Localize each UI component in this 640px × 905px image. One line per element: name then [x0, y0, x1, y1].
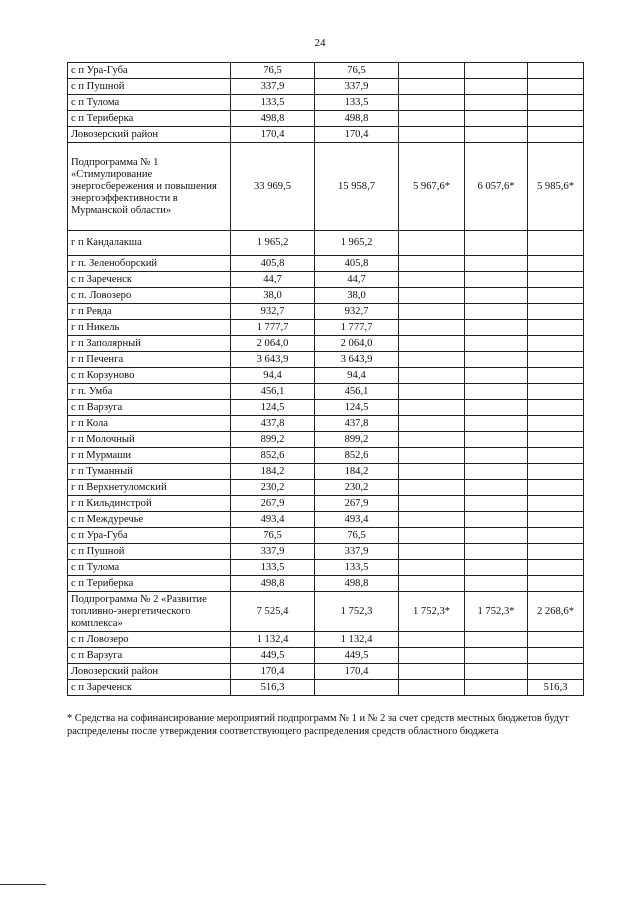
table-row	[68, 256, 584, 272]
value-cell	[399, 288, 465, 304]
row-label-cell: г п Никель	[68, 320, 231, 336]
value-cell: 76,5	[315, 528, 399, 544]
value-cell: 133,5	[231, 560, 315, 576]
table-row	[68, 95, 584, 111]
row-label-cell: г п Туманный	[68, 464, 231, 480]
table-row	[68, 368, 584, 384]
value-cell	[528, 560, 584, 576]
value-cell	[465, 111, 528, 127]
value-cell	[528, 272, 584, 288]
value-cell	[465, 320, 528, 336]
value-cell: 405,8	[231, 256, 315, 272]
table-row	[68, 432, 584, 448]
value-cell	[399, 400, 465, 416]
table-row	[68, 400, 584, 416]
value-cell	[399, 448, 465, 464]
value-cell	[528, 127, 584, 143]
row-label-cell: с п Териберка	[68, 576, 231, 592]
value-cell	[528, 400, 584, 416]
value-cell	[465, 528, 528, 544]
row-label-cell: г п Кола	[68, 416, 231, 432]
row-label-cell: г п Кандалакша	[68, 231, 231, 256]
value-cell: 94,4	[315, 368, 399, 384]
value-cell	[465, 576, 528, 592]
value-cell	[528, 432, 584, 448]
row-label-cell: с п. Ловозеро	[68, 288, 231, 304]
value-cell	[528, 648, 584, 664]
value-cell	[399, 664, 465, 680]
value-cell	[465, 352, 528, 368]
value-cell: 38,0	[315, 288, 399, 304]
value-cell	[528, 416, 584, 432]
value-cell: 2 064,0	[315, 336, 399, 352]
value-cell	[315, 680, 399, 696]
row-label-cell: с п Варзуга	[68, 400, 231, 416]
value-cell: 5 985,6*	[528, 143, 584, 231]
value-cell	[399, 480, 465, 496]
value-cell: 267,9	[231, 496, 315, 512]
value-cell	[528, 544, 584, 560]
footnote: * Средства на софинансирование мероприятий подпрограмм № 1 и № 2 за счет средств местных бюджетов будут распределены после утверждения соответствующего распределения средств областного бюджета	[67, 713, 569, 737]
table-row	[68, 680, 584, 696]
table-row	[68, 143, 584, 231]
value-cell	[528, 664, 584, 680]
value-cell	[528, 464, 584, 480]
value-cell: 133,5	[315, 560, 399, 576]
value-cell	[465, 680, 528, 696]
value-cell: 44,7	[231, 272, 315, 288]
value-cell: 184,2	[231, 464, 315, 480]
value-cell	[465, 384, 528, 400]
value-cell	[528, 63, 584, 79]
value-cell	[399, 528, 465, 544]
value-cell	[399, 320, 465, 336]
value-cell	[528, 288, 584, 304]
value-cell	[528, 79, 584, 95]
value-cell: 437,8	[231, 416, 315, 432]
value-cell	[528, 368, 584, 384]
row-label-cell: с п Ура-Губа	[68, 63, 231, 79]
table-row	[68, 560, 584, 576]
table-row	[68, 304, 584, 320]
value-cell: 337,9	[231, 79, 315, 95]
value-cell: 3 643,9	[315, 352, 399, 368]
row-label-cell: Подпрограмма № 1 «Стимулирование энергосбережения и повышения энергоэффективности в Мурманской области»	[68, 143, 231, 231]
value-cell	[465, 63, 528, 79]
value-cell: 1 965,2	[315, 231, 399, 256]
value-cell: 852,6	[315, 448, 399, 464]
row-label-cell: с п Междуречье	[68, 512, 231, 528]
value-cell	[399, 256, 465, 272]
row-label-cell: Ловозерский район	[68, 664, 231, 680]
value-cell: 337,9	[315, 79, 399, 95]
row-label-cell: Подпрограмма № 2 «Развитие топливно-энергетического комплекса»	[68, 592, 231, 632]
value-cell	[528, 256, 584, 272]
value-cell	[528, 480, 584, 496]
value-cell: 76,5	[231, 528, 315, 544]
value-cell: 437,8	[315, 416, 399, 432]
value-cell: 15 958,7	[315, 143, 399, 231]
value-cell: 456,1	[315, 384, 399, 400]
row-label-cell: г п Молочный	[68, 432, 231, 448]
value-cell	[465, 432, 528, 448]
table-row	[68, 111, 584, 127]
value-cell	[528, 320, 584, 336]
value-cell	[399, 127, 465, 143]
value-cell	[528, 632, 584, 648]
value-cell	[528, 576, 584, 592]
table-row	[68, 272, 584, 288]
value-cell	[399, 95, 465, 111]
value-cell: 449,5	[315, 648, 399, 664]
row-label-cell: с п Ура-Губа	[68, 528, 231, 544]
table-row	[68, 336, 584, 352]
table-row	[68, 480, 584, 496]
value-cell	[465, 304, 528, 320]
value-cell	[465, 231, 528, 256]
value-cell: 133,5	[231, 95, 315, 111]
value-cell: 170,4	[231, 127, 315, 143]
value-cell	[465, 512, 528, 528]
table-row	[68, 544, 584, 560]
value-cell	[399, 63, 465, 79]
value-cell: 498,8	[231, 576, 315, 592]
row-label-cell: г п Печенга	[68, 352, 231, 368]
table-row	[68, 528, 584, 544]
value-cell	[465, 480, 528, 496]
value-cell: 6 057,6*	[465, 143, 528, 231]
value-cell	[528, 352, 584, 368]
value-cell	[399, 304, 465, 320]
value-cell	[399, 632, 465, 648]
value-cell	[465, 464, 528, 480]
value-cell: 170,4	[315, 127, 399, 143]
value-cell: 94,4	[231, 368, 315, 384]
value-cell: 493,4	[315, 512, 399, 528]
value-cell	[399, 352, 465, 368]
budget-table	[67, 62, 584, 696]
value-cell	[465, 648, 528, 664]
value-cell: 493,4	[231, 512, 315, 528]
budget-table-body	[68, 63, 584, 696]
value-cell: 1 752,3	[315, 592, 399, 632]
value-cell	[465, 256, 528, 272]
value-cell: 3 643,9	[231, 352, 315, 368]
value-cell	[528, 528, 584, 544]
value-cell	[465, 664, 528, 680]
row-label-cell: г п Верхнетуломский	[68, 480, 231, 496]
value-cell	[528, 231, 584, 256]
table-row	[68, 576, 584, 592]
table-row	[68, 79, 584, 95]
value-cell	[465, 632, 528, 648]
value-cell	[465, 496, 528, 512]
row-label-cell: г п. Зеленоборский	[68, 256, 231, 272]
value-cell	[528, 512, 584, 528]
row-label-cell: с п Ловозеро	[68, 632, 231, 648]
value-cell	[465, 336, 528, 352]
value-cell: 932,7	[231, 304, 315, 320]
value-cell	[399, 79, 465, 95]
value-cell	[399, 496, 465, 512]
value-cell	[399, 544, 465, 560]
value-cell	[399, 336, 465, 352]
value-cell: 932,7	[315, 304, 399, 320]
row-label-cell: с п Варзуга	[68, 648, 231, 664]
row-label-cell: с п Териберка	[68, 111, 231, 127]
value-cell	[465, 272, 528, 288]
page-number: 24	[314, 37, 326, 49]
value-cell	[465, 79, 528, 95]
table-row	[68, 127, 584, 143]
table-row	[68, 63, 584, 79]
row-label-cell: с п Тулома	[68, 560, 231, 576]
value-cell	[465, 560, 528, 576]
value-cell	[465, 95, 528, 111]
value-cell	[399, 272, 465, 288]
value-cell: 44,7	[315, 272, 399, 288]
value-cell	[528, 384, 584, 400]
value-cell	[528, 496, 584, 512]
value-cell	[528, 304, 584, 320]
value-cell	[399, 512, 465, 528]
table-row	[68, 416, 584, 432]
table-row	[68, 464, 584, 480]
value-cell: 337,9	[231, 544, 315, 560]
row-label-cell: с п Пушной	[68, 544, 231, 560]
row-label-cell: Ловозерский район	[68, 127, 231, 143]
value-cell: 2 268,6*	[528, 592, 584, 632]
value-cell: 405,8	[315, 256, 399, 272]
value-cell: 230,2	[231, 480, 315, 496]
row-label-cell: г п Кильдинстрой	[68, 496, 231, 512]
value-cell: 170,4	[231, 664, 315, 680]
value-cell: 1 752,3*	[465, 592, 528, 632]
row-label-cell: г п Заполярный	[68, 336, 231, 352]
row-label-cell: г п. Умба	[68, 384, 231, 400]
value-cell: 449,5	[231, 648, 315, 664]
value-cell: 267,9	[315, 496, 399, 512]
value-cell: 230,2	[315, 480, 399, 496]
value-cell: 516,3	[528, 680, 584, 696]
value-cell	[399, 432, 465, 448]
value-cell: 498,8	[315, 576, 399, 592]
row-label-cell: с п Пушной	[68, 79, 231, 95]
value-cell: 899,2	[231, 432, 315, 448]
table-row	[68, 288, 584, 304]
value-cell	[399, 111, 465, 127]
value-cell: 1 752,3*	[399, 592, 465, 632]
table-row	[68, 320, 584, 336]
table-row	[68, 231, 584, 256]
value-cell	[465, 400, 528, 416]
row-label-cell: с п Тулома	[68, 95, 231, 111]
value-cell	[528, 95, 584, 111]
table-row	[68, 496, 584, 512]
value-cell	[399, 648, 465, 664]
table-row	[68, 448, 584, 464]
value-cell: 852,6	[231, 448, 315, 464]
row-label-cell: г п Ревда	[68, 304, 231, 320]
value-cell	[465, 448, 528, 464]
value-cell: 337,9	[315, 544, 399, 560]
value-cell	[528, 336, 584, 352]
table-row	[68, 648, 584, 664]
row-label-cell: с п Корзуново	[68, 368, 231, 384]
value-cell	[528, 111, 584, 127]
value-cell: 2 064,0	[231, 336, 315, 352]
value-cell: 38,0	[231, 288, 315, 304]
value-cell	[465, 127, 528, 143]
value-cell: 124,5	[231, 400, 315, 416]
value-cell: 133,5	[315, 95, 399, 111]
value-cell: 76,5	[315, 63, 399, 79]
value-cell	[399, 560, 465, 576]
value-cell	[399, 416, 465, 432]
value-cell	[399, 368, 465, 384]
footer-rule	[0, 884, 46, 885]
value-cell: 516,3	[231, 680, 315, 696]
value-cell: 1 132,4	[315, 632, 399, 648]
value-cell: 498,8	[231, 111, 315, 127]
value-cell: 899,2	[315, 432, 399, 448]
table-row	[68, 512, 584, 528]
value-cell	[465, 368, 528, 384]
table-row	[68, 352, 584, 368]
value-cell: 170,4	[315, 664, 399, 680]
value-cell: 7 525,4	[231, 592, 315, 632]
value-cell: 76,5	[231, 63, 315, 79]
value-cell	[528, 448, 584, 464]
value-cell	[465, 288, 528, 304]
value-cell: 1 965,2	[231, 231, 315, 256]
value-cell	[399, 384, 465, 400]
value-cell	[399, 231, 465, 256]
table-row	[68, 632, 584, 648]
value-cell: 124,5	[315, 400, 399, 416]
row-label-cell: г п Мурмаши	[68, 448, 231, 464]
value-cell	[465, 544, 528, 560]
value-cell: 456,1	[231, 384, 315, 400]
table-row	[68, 384, 584, 400]
row-label-cell: с п Зареченск	[68, 272, 231, 288]
table-row	[68, 664, 584, 680]
value-cell	[465, 416, 528, 432]
value-cell	[399, 680, 465, 696]
value-cell: 1 777,7	[231, 320, 315, 336]
value-cell: 5 967,6*	[399, 143, 465, 231]
value-cell: 498,8	[315, 111, 399, 127]
value-cell	[399, 464, 465, 480]
value-cell: 184,2	[315, 464, 399, 480]
row-label-cell: с п Зареченск	[68, 680, 231, 696]
value-cell: 1 132,4	[231, 632, 315, 648]
table-row	[68, 592, 584, 632]
value-cell	[399, 576, 465, 592]
value-cell: 33 969,5	[231, 143, 315, 231]
value-cell: 1 777,7	[315, 320, 399, 336]
